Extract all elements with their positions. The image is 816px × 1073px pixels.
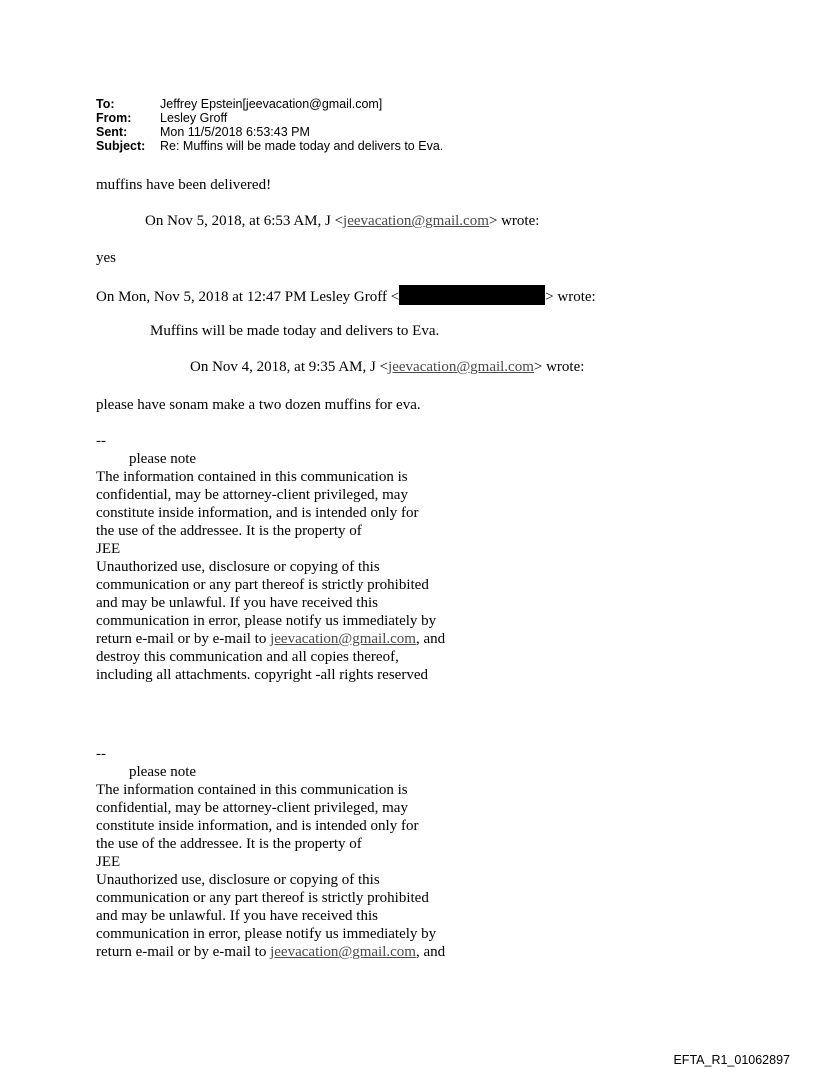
- quote-header-2-prefix: On Mon, Nov 5, 2018 at 12:47 PM Lesley Groff <: [96, 289, 400, 305]
- subject-row: [96, 139, 443, 153]
- disclaimer-line: The information contained in this communication is: [96, 782, 408, 798]
- disclaimer-block: [96, 745, 445, 961]
- disclaimer-return-line: [96, 630, 445, 648]
- email-link[interactable]: jeevacation@gmail.com: [343, 213, 489, 229]
- signature-separator: --: [96, 746, 106, 762]
- return-suffix: , and: [415, 944, 446, 960]
- from-value: Lesley Groff: [160, 111, 228, 125]
- disclaimer-line: the use of the addressee. It is the property of: [96, 836, 362, 852]
- sent-label: Sent:: [96, 125, 128, 139]
- from-row: [96, 111, 443, 125]
- disclaimer-line: communication in error, please notify us immediately by: [96, 926, 437, 942]
- disclaimer-block: [96, 432, 445, 684]
- message-body-1: muffins have been delivered!: [96, 177, 272, 193]
- subject-label: Subject:: [96, 139, 146, 153]
- disclaimer-line: constitute inside information, and is intended only for: [96, 505, 419, 521]
- quote-header-3-suffix: > wrote:: [533, 359, 585, 375]
- message-body-2: yes: [96, 250, 116, 266]
- disclaimer-line: and may be unlawful. If you have received this: [96, 908, 378, 924]
- disclaimer-line: communication in error, please notify us immediately by: [96, 613, 437, 629]
- quote-header-2-suffix: > wrote:: [545, 289, 596, 305]
- disclaimer-line: confidential, may be attorney-client privileged, may: [96, 800, 408, 816]
- disclaimer-line: JEE: [96, 541, 121, 557]
- sent-row: [96, 125, 443, 139]
- sent-value: Mon 11/5/2018 6:53:43 PM: [160, 125, 310, 139]
- subject-value: Re: Muffins will be made today and delivers to Eva.: [160, 139, 444, 153]
- disclaimer-line: Unauthorized use, disclosure or copying of this: [96, 872, 380, 888]
- bates-number: EFTA_R1_01062897: [673, 1053, 790, 1067]
- disclaimer-line: JEE: [96, 854, 121, 870]
- email-link[interactable]: jeevacation@gmail.com: [270, 631, 416, 647]
- to-label: To:: [96, 97, 115, 111]
- return-prefix: return e-mail or by e-mail to: [96, 944, 271, 960]
- message-body-3: Muffins will be made today and delivers to Eva.: [150, 323, 440, 339]
- disclaimer-line: confidential, may be attorney-client privileged, may: [96, 487, 408, 503]
- disclaimer-line: communication or any part thereof is strictly prohibited: [96, 577, 429, 593]
- disclaimer-line: communication or any part thereof is strictly prohibited: [96, 890, 429, 906]
- disclaimer-label: please note: [129, 764, 197, 780]
- disclaimer-line: The information contained in this communication is: [96, 469, 408, 485]
- disclaimer-line: and may be unlawful. If you have received this: [96, 595, 378, 611]
- disclaimer-line: including all attachments. copyright -all rights reserved: [96, 667, 428, 683]
- email-link[interactable]: jeevacation@gmail.com: [388, 359, 534, 375]
- quote-header-1-suffix: > wrote:: [488, 213, 540, 229]
- email-link[interactable]: jeevacation@gmail.com: [270, 944, 416, 960]
- disclaimer-line: constitute inside information, and is intended only for: [96, 818, 419, 834]
- email-header: [96, 97, 443, 153]
- return-suffix: , and: [415, 631, 446, 647]
- to-value: Jeffrey Epstein[jeevacation@gmail.com]: [160, 97, 383, 111]
- quote-header-2: [96, 285, 596, 306]
- disclaimer-line: the use of the addressee. It is the property of: [96, 523, 362, 539]
- redaction-box: [399, 285, 545, 305]
- quote-header-1-prefix: On Nov 5, 2018, at 6:53 AM, J <: [145, 213, 344, 229]
- quote-header-3: [190, 358, 584, 376]
- signature-separator: --: [96, 433, 106, 449]
- disclaimer-return-line: [96, 943, 445, 961]
- disclaimer-label: please note: [129, 451, 197, 467]
- quote-header-1: [145, 212, 539, 230]
- disclaimer-line: destroy this communication and all copies thereof,: [96, 649, 399, 665]
- to-row: [96, 97, 443, 111]
- return-prefix: return e-mail or by e-mail to: [96, 631, 271, 647]
- quote-header-3-prefix: On Nov 4, 2018, at 9:35 AM, J <: [190, 359, 389, 375]
- from-label: From:: [96, 111, 132, 125]
- disclaimer-line: Unauthorized use, disclosure or copying of this: [96, 559, 380, 575]
- message-body-4: please have sonam make a two dozen muffins for eva.: [96, 397, 421, 413]
